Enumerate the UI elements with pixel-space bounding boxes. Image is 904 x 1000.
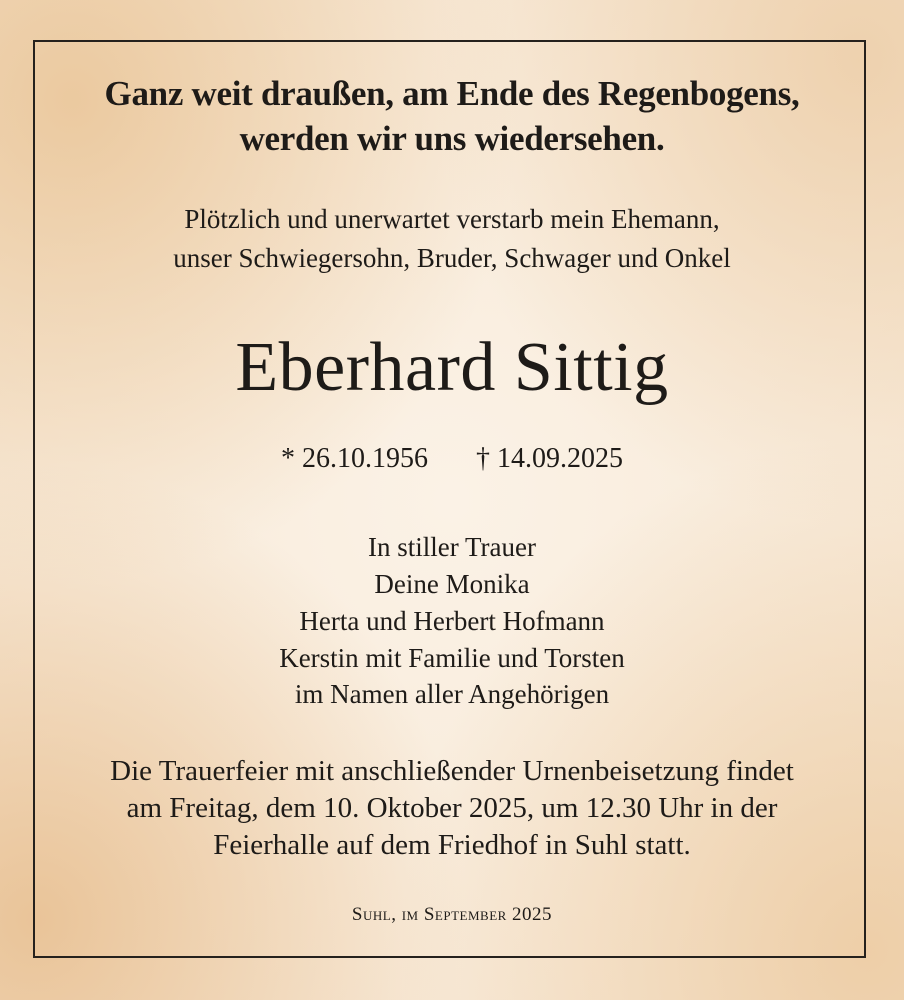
mourners-line-1: In stiller Trauer [368,532,536,562]
mourners-line-4: Kerstin mit Familie und Torsten [279,643,625,673]
mourners-line-2: Deine Monika [374,569,530,599]
service-line-1: Die Trauerfeier mit anschließender Urnenbeisetzung findet [110,755,794,787]
life-dates [40,443,864,475]
deceased-name: Eberhard Sittig [235,329,669,406]
mourners-line-5: im Namen aller Angehörigen [294,679,610,709]
death-date: † 14.09.2025 [476,443,623,474]
intro-line-2: unser Schwiegersohn, Bruder, Schwager und Onkel [173,243,731,273]
mourners-line-3: Herta und Herbert Hofmann [299,606,605,636]
motto-line-1: Ganz weit draußen, am Ende des Regenbogens, [104,74,800,113]
motto-line-2: werden wir uns wiedersehen. [239,119,665,158]
birth-date: * 26.10.1956 [281,443,428,474]
place-and-date: Suhl, im September 2025 [351,904,553,925]
service-line-2: am Freitag, dem 10. Oktober 2025, um 12.30 Uhr in der [126,792,778,824]
intro-line-1: Plötzlich und unerwartet verstarb mein Ehemann, [184,204,720,234]
service-line-3: Feierhalle auf dem Friedhof in Suhl statt. [213,829,691,861]
